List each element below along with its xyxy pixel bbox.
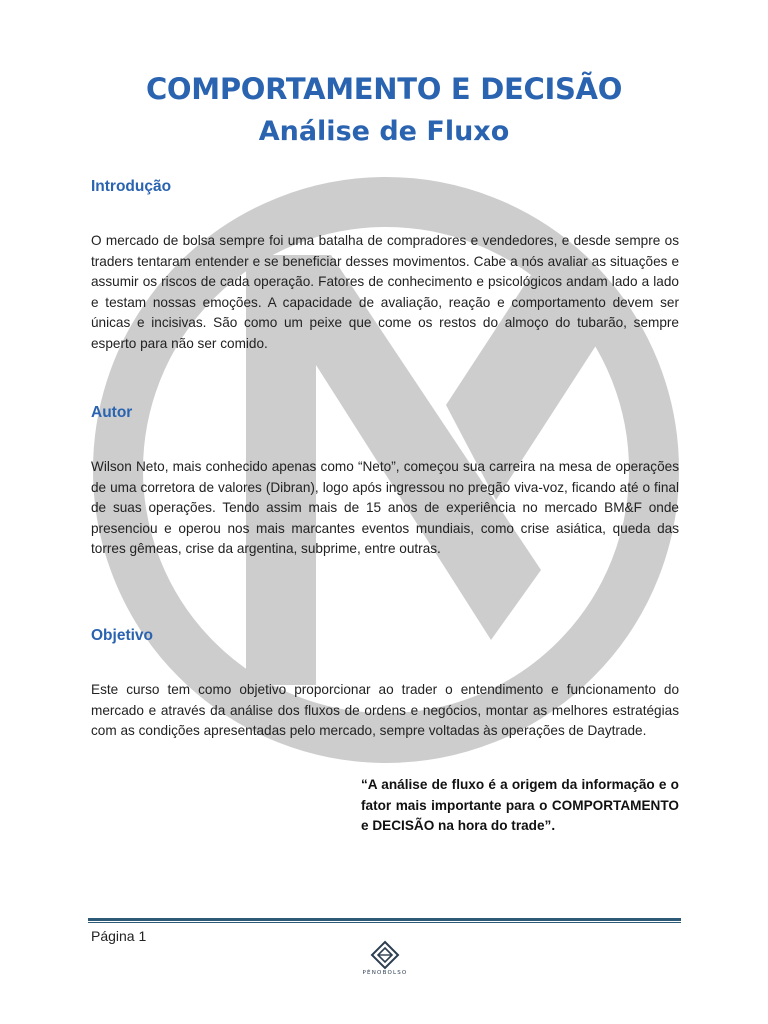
footer-rule [88, 918, 681, 921]
footer-logo-text: PÉNOBOLSO [362, 970, 408, 976]
diamond-logo-icon [370, 940, 400, 970]
section-heading-objetivo: Objetivo [91, 627, 154, 644]
document-title: COMPORTAMENTO E DECISÃO [145, 72, 623, 106]
footer-rule-thin [88, 922, 681, 923]
document-subtitle: Análise de Fluxo [258, 116, 510, 147]
section-text-objetivo: Este curso tem como objetivo proporcionar ao trader o entendimento e funcionamento do mercado e através da análise dos fluxos de ordens e negócios, montar as melhores estratégias com as condições apresentadas pelo mercado, sempre voltadas às operações de Daytrade. [91, 682, 679, 738]
highlight-quote: “A análise de fluxo é a origem da informação e o fator mais importante para o COMPORTAMENTO e DECISÃO na hora do trade”. [361, 777, 679, 833]
section-heading-autor: Autor [91, 404, 133, 421]
section-text-autor: Wilson Neto, mais conhecido apenas como “Neto”, começou sua carreira na mesa de operações de uma corretora de valores (Dibran), logo após ingressou no pregão viva-voz, ficando até o final de suas operações. Tendo assim mais de 15 anos de experiência no mercado BM&F onde presenciou e operou nos mais marcantes eventos mundiais, como crise asiática, queda das torres gêmeas, crise da argentina, subprime, entre outras. [91, 459, 679, 556]
section-heading-introducao: Introdução [91, 178, 172, 195]
section-text-introducao: O mercado de bolsa sempre foi uma batalha de compradores e vendedores, e desde sempre os traders tentaram entender e se beneficiar desses movimentos. Cabe a nós avaliar as situações e assumir os riscos de cada operação. Fatores de conhecimento e psicológicos andam lado a lado e testam nossas emoções. A capacidade de avaliação, reação e comportamento devem ser únicas e incisivas. São como um peixe que come os restos do almoço do tubarão, sempre esperto para não ser comido. [91, 233, 679, 351]
page-number: Página 1 [91, 928, 147, 944]
